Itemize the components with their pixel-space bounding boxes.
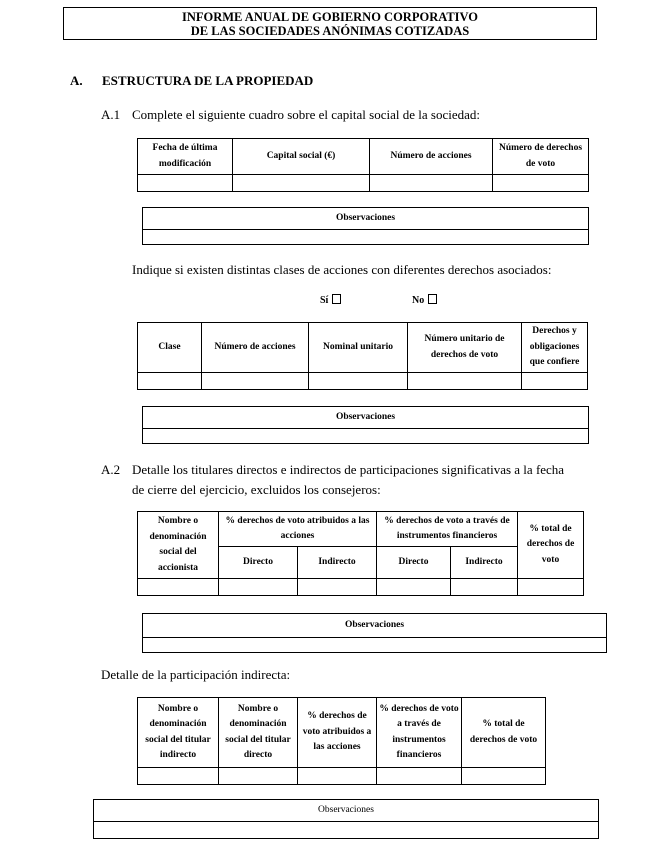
a2-text-line2: de cierre del ejercicio, excluidos los consejeros:: [132, 482, 381, 497]
observaciones-table-2: [142, 406, 589, 444]
observaciones-input[interactable]: [94, 822, 599, 839]
section-a-title: ESTRUCTURA DE LA PROPIEDAD: [102, 73, 314, 88]
th-clase: Clase: [138, 323, 202, 373]
th-numero-unitario-derechos: Número unitario de derechos de voto: [408, 323, 522, 373]
table-cell[interactable]: [518, 579, 584, 596]
si-label: Sí: [320, 295, 329, 306]
observaciones-table-3: [142, 613, 607, 653]
observaciones-label: Observaciones: [94, 800, 599, 822]
th-nominal-unitario: Nominal unitario: [309, 323, 408, 373]
th-derechos-obligaciones: Derechos y obligaciones que confiere: [522, 323, 588, 373]
clases-acciones-table: [137, 322, 588, 390]
no-checkbox[interactable]: [428, 294, 437, 304]
th-titular-directo: Nombre o denominación social del titular directo: [219, 698, 298, 768]
a2-number: A.2: [101, 462, 121, 477]
participaciones-table: [137, 511, 584, 596]
th-directo: Directo: [219, 547, 298, 579]
th-numero-acciones: Número de acciones: [202, 323, 309, 373]
table-cell[interactable]: [138, 175, 233, 192]
clases-text: Indique si existen distintas clases de acciones con diferentes derechos asociados:: [132, 262, 552, 277]
table-cell[interactable]: [377, 579, 451, 596]
th-derechos-atribuidos: % derechos de voto atribuidos a las acciones: [298, 698, 377, 768]
observaciones-input[interactable]: [143, 230, 589, 245]
document-header: [63, 7, 597, 40]
table-cell[interactable]: [408, 373, 522, 390]
table-cell[interactable]: [493, 175, 589, 192]
th-derechos-instrumentos: % derechos de voto a través de instrumentos financieros: [377, 512, 518, 547]
table-cell[interactable]: [370, 175, 493, 192]
table-cell[interactable]: [233, 175, 370, 192]
table-cell[interactable]: [202, 373, 309, 390]
header-line-2: DE LAS SOCIEDADES ANÓNIMAS COTIZADAS: [190, 24, 470, 38]
observaciones-label: Observaciones: [143, 407, 589, 429]
a1-paragraph: [101, 105, 601, 125]
table-cell[interactable]: [462, 768, 546, 785]
th-numero-derechos-voto: Número de derechos de voto: [493, 139, 589, 175]
table-cell[interactable]: [219, 768, 298, 785]
table-cell[interactable]: [298, 768, 377, 785]
th-titular-indirecto: Nombre o denominación social del titular indirecto: [138, 698, 219, 768]
th-indirecto: Indirecto: [451, 547, 518, 579]
no-label: No: [412, 295, 425, 306]
th-directo: Directo: [377, 547, 451, 579]
table-cell[interactable]: [377, 768, 462, 785]
observaciones-input[interactable]: [143, 638, 607, 653]
capital-social-table: [137, 138, 589, 192]
observaciones-label: Observaciones: [143, 208, 589, 230]
observaciones-table-1: [142, 207, 589, 245]
table-cell[interactable]: [138, 373, 202, 390]
participacion-indirecta-table: [137, 697, 546, 785]
th-fecha-modificacion: Fecha de última modificación: [138, 139, 233, 175]
a1-number: A.1: [101, 107, 121, 122]
table-cell[interactable]: [138, 579, 219, 596]
si-checkbox[interactable]: [332, 294, 341, 304]
th-capital-social: Capital social (€): [233, 139, 370, 175]
a2-text-line1: Detalle los titulares directos e indirectos de participaciones significativas a la fecha: [132, 462, 565, 477]
observaciones-input[interactable]: [143, 429, 589, 444]
no-option[interactable]: [412, 294, 437, 306]
table-cell[interactable]: [138, 768, 219, 785]
indirecta-text: Detalle de la participación indirecta:: [101, 667, 291, 682]
table-cell[interactable]: [219, 579, 298, 596]
th-indirecto: Indirecto: [298, 547, 377, 579]
table-cell[interactable]: [522, 373, 588, 390]
observaciones-label: Observaciones: [143, 614, 607, 638]
table-cell[interactable]: [298, 579, 377, 596]
th-total-derechos: % total de derechos de voto: [462, 698, 546, 768]
th-total-derechos: % total de derechos de voto: [518, 512, 584, 579]
th-derechos-instrumentos: % derechos de voto a través de instrumentos financieros: [377, 698, 462, 768]
header-line-1: INFORME ANUAL DE GOBIERNO CORPORATIVO: [181, 10, 479, 24]
a1-text: Complete el siguiente cuadro sobre el capital social de la sociedad:: [132, 107, 480, 122]
observaciones-table-4: [93, 799, 599, 839]
th-derechos-atribuidos: % derechos de voto atribuidos a las acciones: [219, 512, 377, 547]
table-cell[interactable]: [451, 579, 518, 596]
si-option[interactable]: [320, 294, 341, 306]
a2-paragraph: [101, 460, 621, 497]
section-a-letter: A.: [70, 73, 83, 88]
th-nombre-accionista: Nombre o denominación social del accionista: [138, 512, 219, 579]
table-cell[interactable]: [309, 373, 408, 390]
th-numero-acciones: Número de acciones: [370, 139, 493, 175]
section-a-heading: [70, 73, 314, 89]
